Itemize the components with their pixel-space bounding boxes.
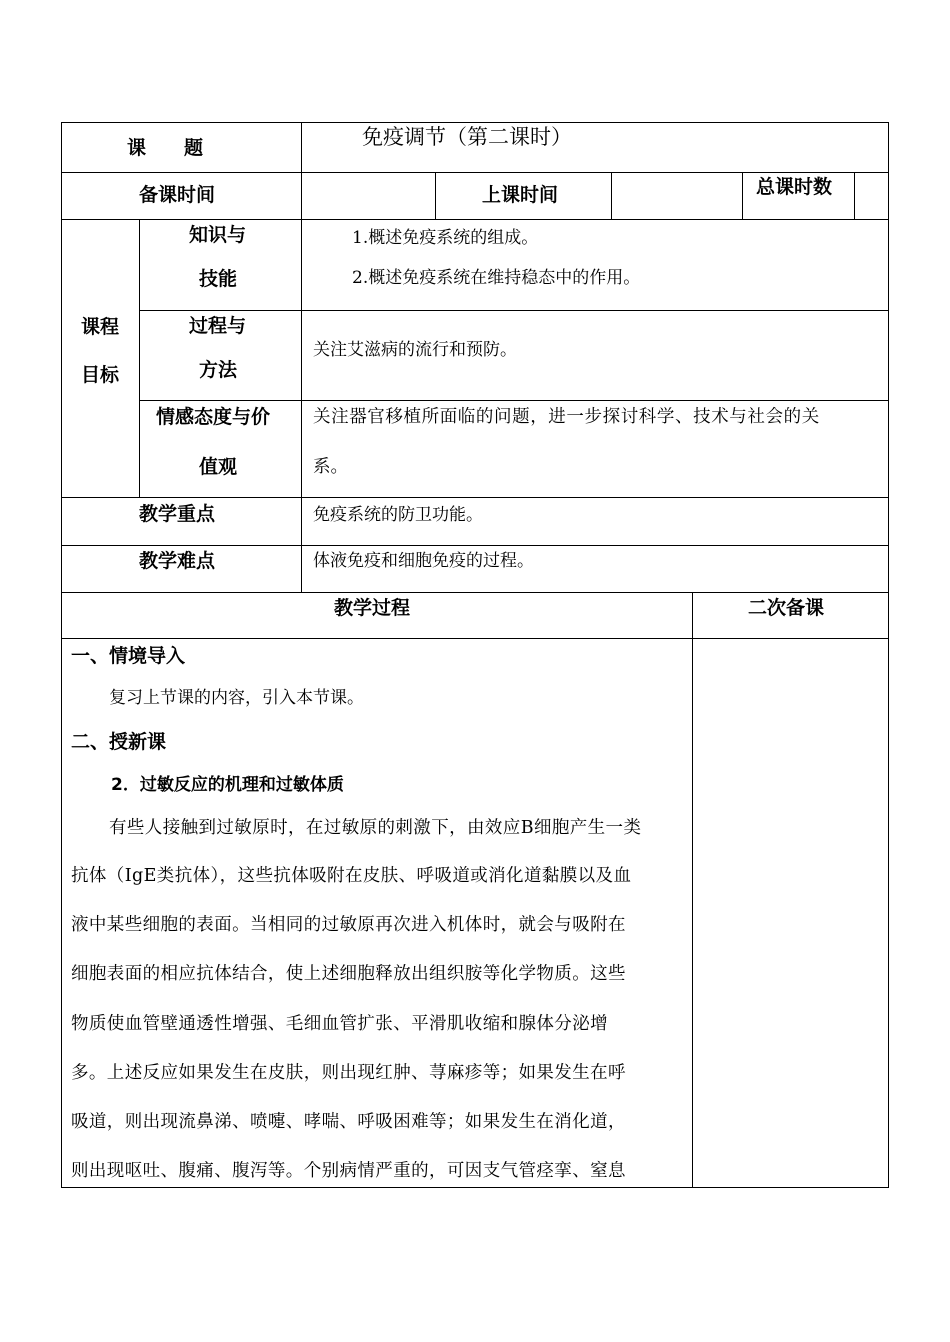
table-rule: [61, 497, 889, 498]
paragraph-line: 多。上述反应如果发生在皮肤，则出现红肿、荨麻疹等；如果发生在呼: [71, 1063, 626, 1083]
paragraph-line: 细胞表面的相应抗体结合，使上述细胞释放出组织胺等化学物质。这些: [71, 964, 626, 984]
paragraph-line: 物质使血管壁通透性增强、毛细血管扩张、平滑肌收缩和腺体分泌增: [71, 1014, 608, 1034]
attitude-label-line2: 值观: [199, 456, 238, 478]
difficulty-label: 教学难点: [139, 550, 216, 572]
table-rule: [61, 172, 889, 173]
knowledge-item: 1.概述免疫系统的组成。: [352, 228, 539, 248]
knowledge-label-line1: 知识与: [189, 224, 247, 246]
paragraph-line: 有些人接触到过敏原时，在过敏原的刺激下，由效应B细胞产生一类: [109, 818, 642, 838]
section2-heading: 二、授新课: [71, 731, 167, 753]
table-rule: [61, 592, 889, 593]
table-rule: [139, 219, 140, 497]
class-time-label: 上课时间: [482, 184, 559, 206]
table-rule: [139, 310, 889, 311]
table-rule: [854, 172, 855, 219]
table-rule: [61, 1187, 889, 1188]
table-rule: [301, 122, 302, 220]
paragraph-line: 液中某些细胞的表面。当相同的过敏原再次进入机体时，就会与吸附在: [71, 915, 626, 935]
table-rule: [139, 400, 889, 401]
table-rule: [61, 122, 889, 123]
table-rule: [61, 638, 889, 639]
topic-label: 课 题: [127, 137, 204, 159]
total-hours-label: 总课时数: [756, 176, 833, 198]
process-text: 关注艾滋病的流行和预防。: [313, 340, 517, 360]
attitude-label-line1: 情感态度与价: [156, 406, 271, 428]
objectives-label-line2: 目标: [81, 364, 120, 386]
table-rule: [301, 219, 302, 592]
difficulty-text: 体液免疫和细胞免疫的过程。: [313, 551, 534, 571]
section1-text: 复习上节课的内容，引入本节课。: [109, 688, 364, 708]
process-header: 教学过程: [334, 597, 411, 619]
knowledge-item: 2.概述免疫系统在维持稳态中的作用。: [352, 268, 641, 288]
paragraph-line: 则出现呕吐、腹痛、腹泻等。个别病情严重的，可因支气管痉挛、窒息: [71, 1161, 626, 1181]
paragraph-line: 抗体（IgE类抗体），这些抗体吸附在皮肤、呼吸道或消化道黏膜以及血: [71, 866, 632, 886]
knowledge-label-line2: 技能: [199, 268, 238, 290]
lesson-title: 免疫调节（第二课时）: [362, 125, 572, 149]
key-point-text: 免疫系统的防卫功能。: [313, 505, 483, 525]
table-rule: [61, 219, 889, 220]
objectives-label-line1: 课程: [81, 316, 120, 338]
subheading: 2．过敏反应的机理和过敏体质: [111, 775, 344, 795]
paragraph-line: 吸道，则出现流鼻涕、喷嚏、哮喘、呼吸困难等；如果发生在消化道，: [71, 1112, 626, 1132]
prep-time-label: 备课时间: [139, 184, 216, 206]
table-rule: [611, 172, 612, 219]
process-label-line2: 方法: [199, 359, 238, 381]
secondary-prep-header: 二次备课: [748, 597, 825, 619]
table-border: [888, 122, 889, 1188]
table-rule: [742, 172, 743, 219]
table-rule: [692, 592, 693, 1187]
table-border: [61, 122, 62, 1188]
section1-heading: 一、情境导入: [71, 645, 186, 667]
key-point-label: 教学重点: [139, 503, 216, 525]
process-label-line1: 过程与: [189, 315, 247, 337]
attitude-text-line2: 系。: [313, 457, 348, 477]
table-rule: [61, 545, 889, 546]
attitude-text-line1: 关注器官移植所面临的问题，进一步探讨科学、技术与社会的关: [313, 407, 820, 427]
table-rule: [435, 172, 436, 219]
